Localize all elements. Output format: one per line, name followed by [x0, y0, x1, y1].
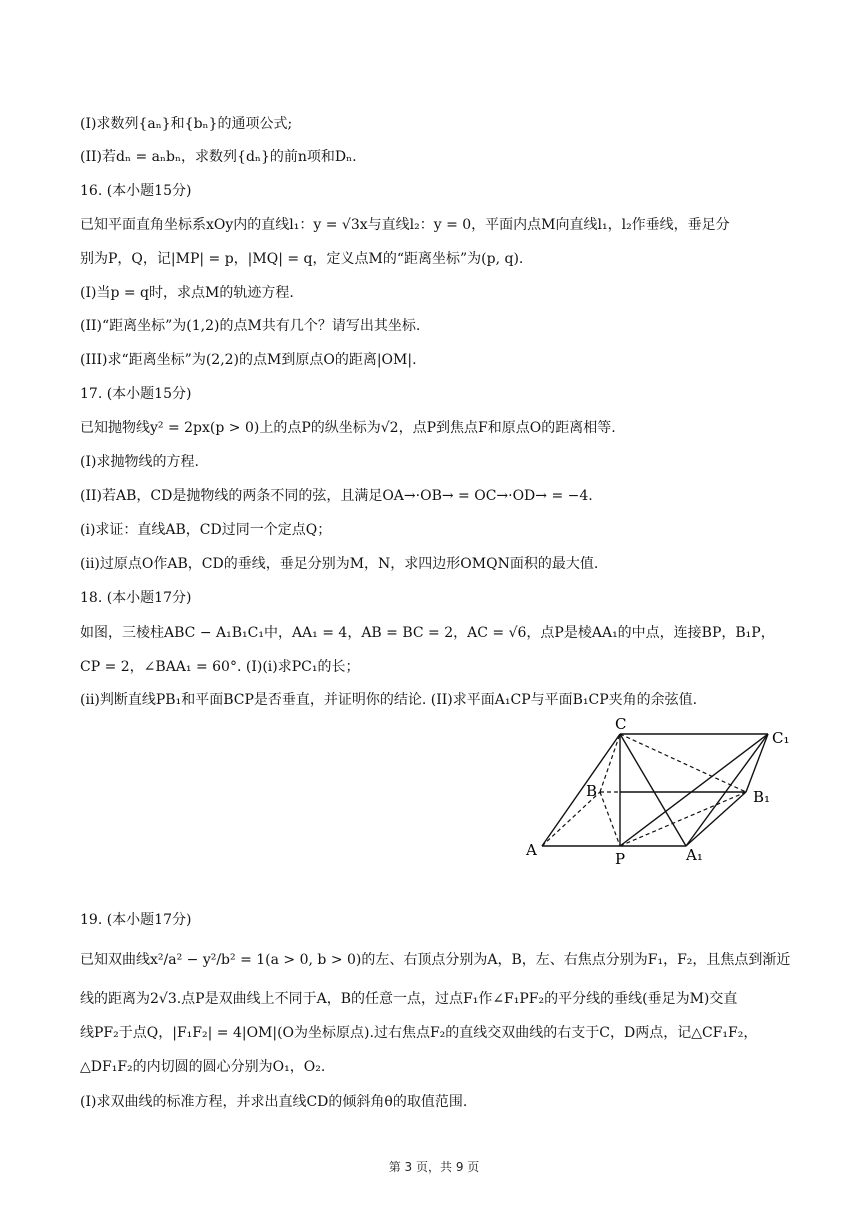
section-heading: 17. (本小题15分) — [80, 386, 192, 402]
text-line: 线PF₂于点Q，|F₁F₂| = 4|OM|(O为坐标原点).过右焦点F₂的直线交双曲线的右支于C，D两点，记△CF₁F₂， — [80, 1025, 758, 1041]
text-line: (i)求证：直线AB，CD过同一个定点Q； — [80, 522, 332, 538]
text-line: (I)求双曲线的标准方程，并求出直线CD的倾斜角θ的取值范围. — [80, 1094, 468, 1110]
text-line: (II)若dₙ = aₙbₙ，求数列{dₙ}的前n项和Dₙ. — [80, 149, 357, 165]
text-line: 已知双曲线x²/a² − y²/b² = 1(a > 0, b > 0)的左、右顶点分别为A，B，左、右焦点分别为F₁，F₂，且焦点到渐近 — [80, 952, 791, 968]
label-C1: C₁ — [772, 729, 790, 747]
label-C: C — [615, 715, 627, 733]
text-line: CP = 2，∠BAA₁ = 60°. (I)(i)求PC₁的长； — [80, 659, 360, 675]
label-B: B — [586, 782, 598, 800]
label-P: P — [615, 850, 626, 868]
prism-figure — [520, 712, 800, 872]
text-line: (I)求数列{aₙ}和{bₙ}的通项公式; — [80, 116, 293, 132]
text-line: (ii)判断直线PB₁和平面BCP是否垂直，并证明你的结论. (II)求平面A₁CP与平面B₁CP夹角的余弦值. — [80, 692, 698, 708]
label-A1: A₁ — [686, 846, 703, 864]
text-line: (I)求抛物线的方程. — [80, 454, 199, 470]
text-line: △DF₁F₂的内切圆的圆心分别为O₁，O₂. — [80, 1059, 326, 1075]
section-heading: 16. (本小题15分) — [80, 183, 192, 199]
text-line: 线的距离为2√3.点P是双曲线上不同于A，B的任意一点，过点F₁作∠F₁PF₂的平分线的垂线(垂足为M)交直 — [80, 991, 738, 1007]
label-A: A — [526, 841, 537, 859]
text-line: 别为P，Q，记|MP| = p，|MQ| = q，定义点M的“距离坐标”为(p, q). — [80, 251, 524, 267]
text-line: 已知平面直角坐标系xOy内的直线l₁：y = √3x与直线l₂：y = 0，平面内点M向直线l₁，l₂作垂线，垂足分 — [80, 217, 730, 233]
section-heading: 19. (本小题17分) — [80, 912, 192, 928]
text-line: (II)若AB，CD是抛物线的两条不同的弦，且满足OA→·OB→ = OC→·OD→ = −4. — [80, 488, 593, 504]
page-footer: 第 3 页，共 9 页 — [388, 1160, 480, 1174]
text-line: 如图，三棱柱ABC − A₁B₁C₁中，AA₁ = 4，AB = BC = 2，AC = √6，点P是棱AA₁的中点，连接BP，B₁P， — [80, 625, 775, 641]
label-B1: B₁ — [753, 788, 771, 806]
text-line: (I)当p = q时，求点M的轨迹方程. — [80, 285, 294, 301]
section-heading: 18. (本小题17分) — [80, 590, 192, 606]
text-line: (II)“距离坐标”为(1,2)的点M共有几个？请写出其坐标. — [80, 318, 421, 334]
text-line: (III)求“距离坐标”为(2,2)的点M到原点O的距离|OM|. — [80, 352, 417, 368]
text-line: 已知抛物线y² = 2px(p > 0)上的点P的纵坐标为√2，点P到焦点F和原点O的距离相等. — [80, 420, 616, 436]
text-line: (ii)过原点O作AB，CD的垂线，垂足分别为M，N，求四边形OMQN面积的最大值. — [80, 556, 599, 572]
